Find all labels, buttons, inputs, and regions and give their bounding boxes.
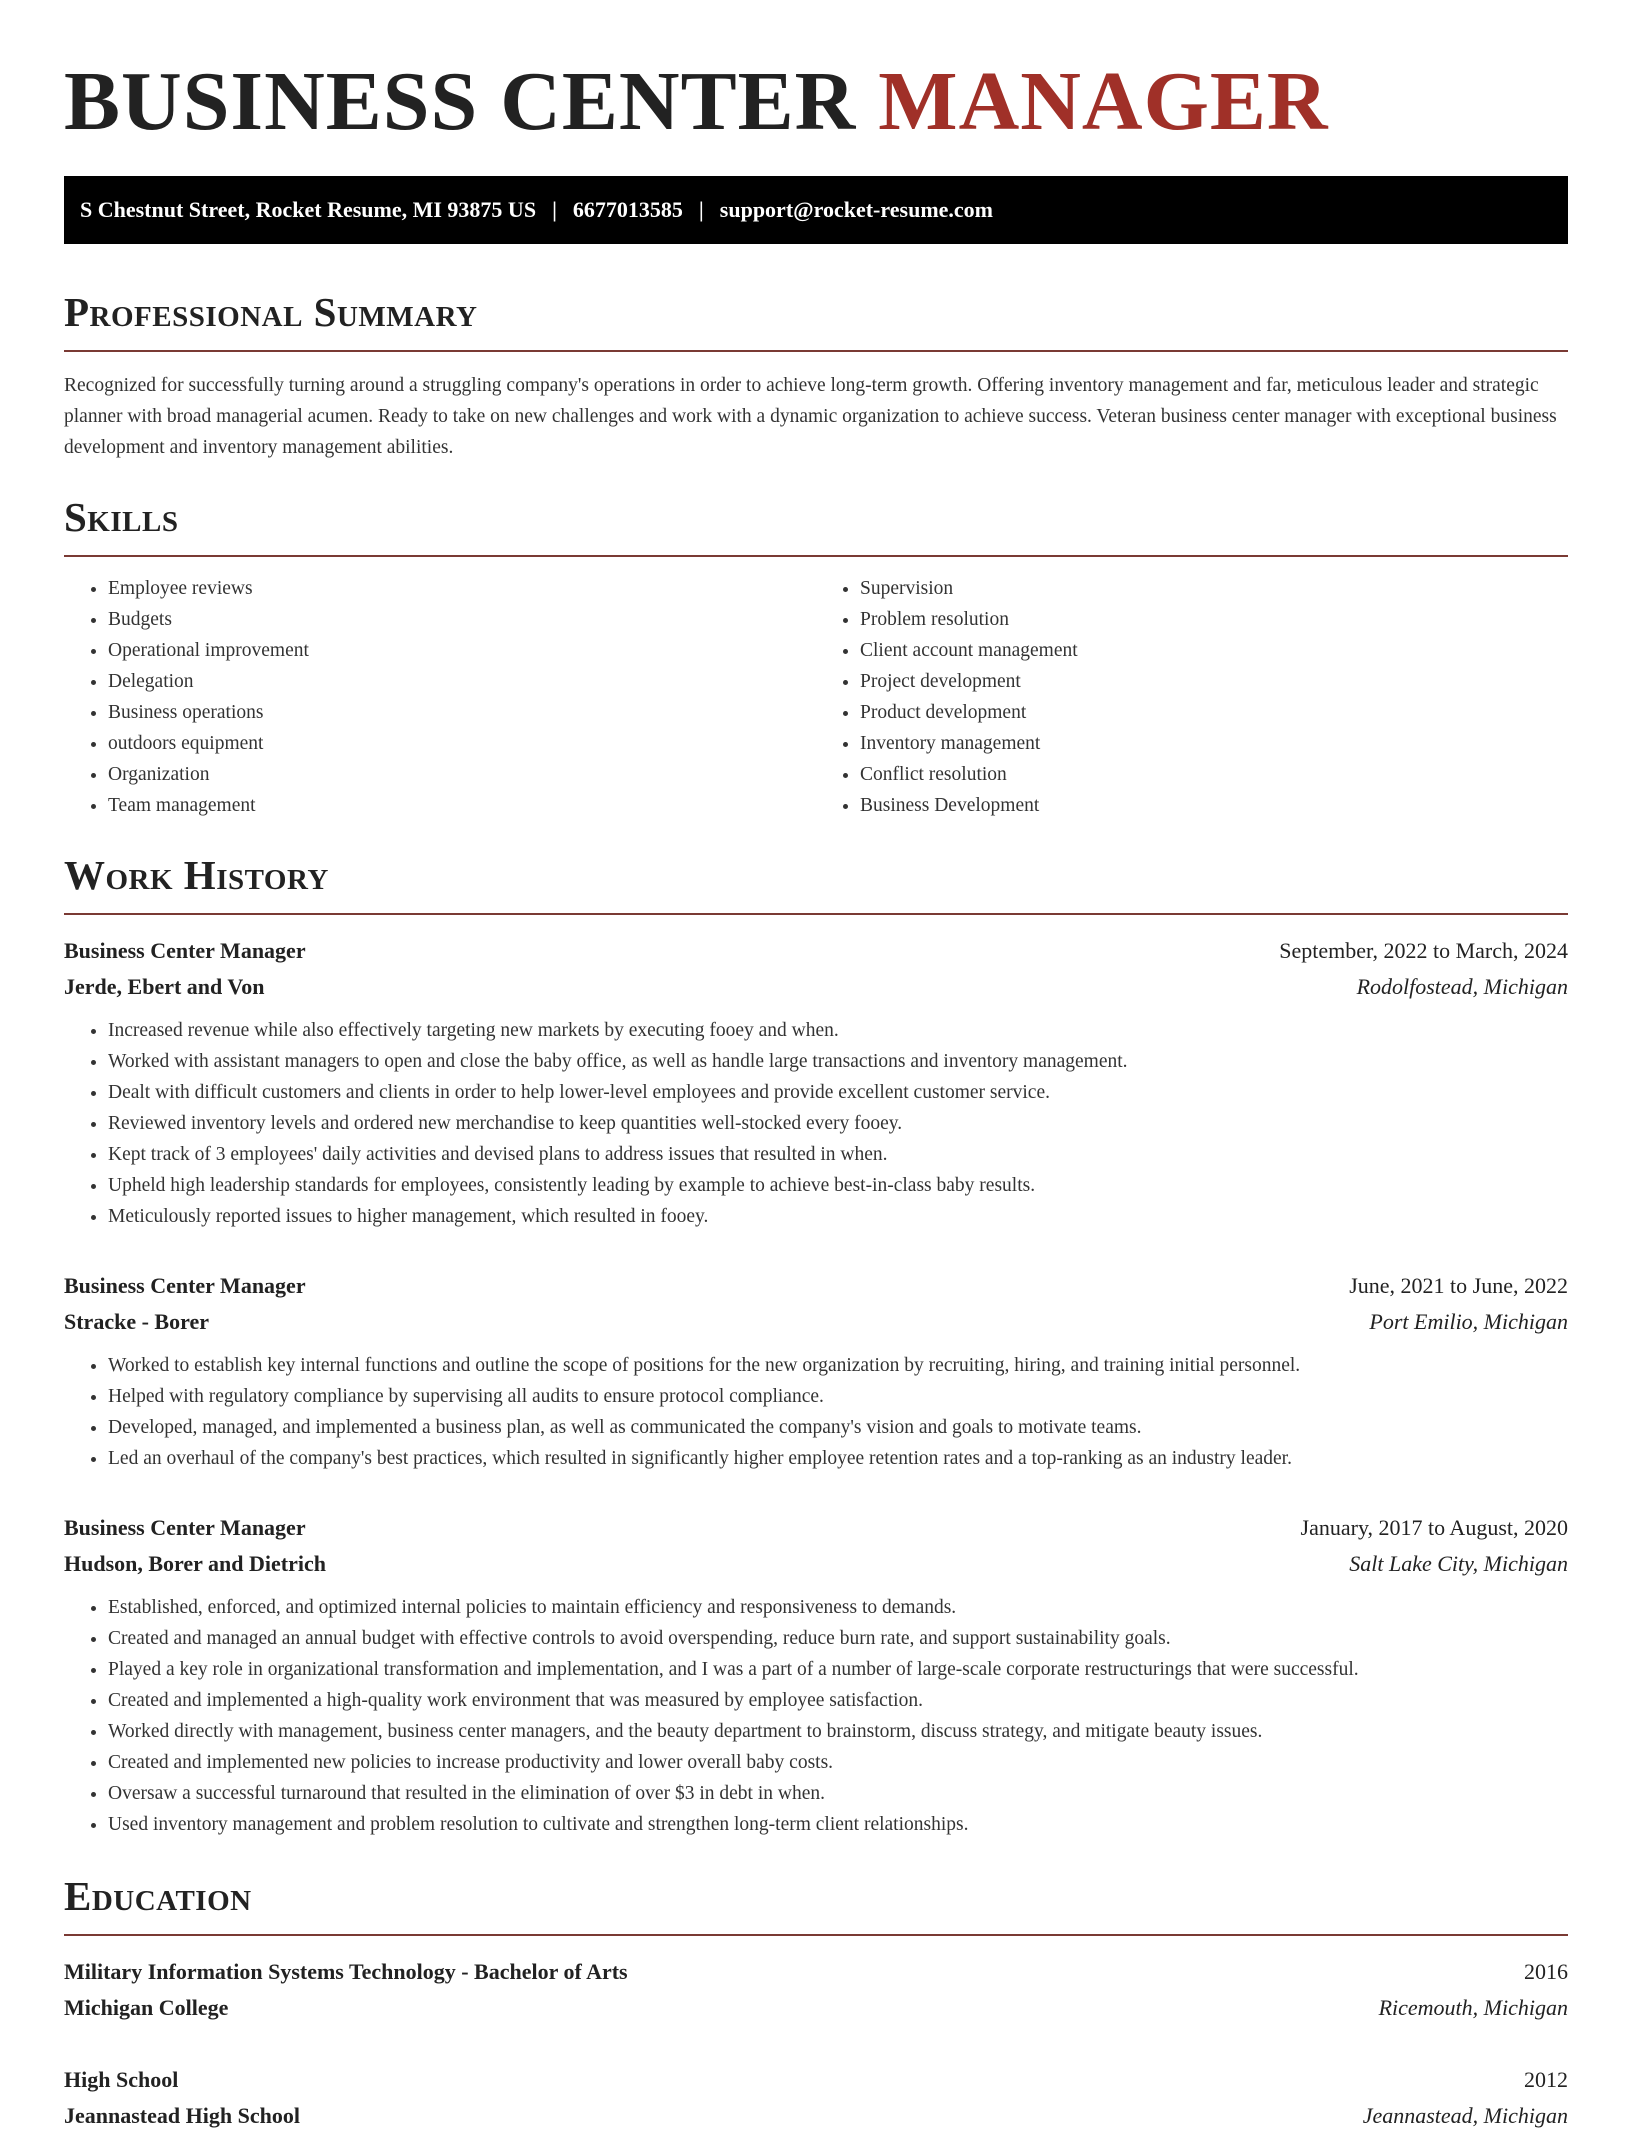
skill-item: • Team management [108, 790, 816, 821]
job-company: Hudson, Borer and Dietrich [64, 1551, 326, 1576]
job-bullet: • Worked with assistant managers to open and close the baby office, as well as handle large transactions and inventory management. [108, 1046, 1568, 1077]
skill-item: • Inventory management [860, 728, 1568, 759]
job-bullet: • Used inventory management and problem resolution to cultivate and strengthen long-term client relationships. [108, 1809, 1568, 1840]
contact-email: support@rocket-resume.com [719, 197, 993, 222]
skill-item: • outdoors equipment [108, 728, 816, 759]
title-accent: MANAGER [878, 55, 1329, 148]
skill-item: • Operational improvement [108, 635, 816, 666]
skills-column-left [64, 573, 816, 821]
job-bullet: • Upheld high leadership standards for employees, consistently leading by example to achieve best-in-class baby results. [108, 1170, 1568, 1201]
contact-phone: 6677013585 [572, 197, 683, 222]
job-dates: September, 2022 to March, 2024 [1279, 938, 1568, 963]
job-bullet: • Kept track of 3 employees' daily activities and devised plans to address issues that resulted in when. [108, 1139, 1568, 1170]
job-bullet: • Oversaw a successful turnaround that resulted in the elimination of over $3 in debt in when. [108, 1778, 1568, 1809]
skill-item: • Problem resolution [860, 604, 1568, 635]
job-title: Business Center Manager [64, 1515, 306, 1540]
job-bullets [64, 1592, 1568, 1840]
job-bullet: • Created and implemented new policies to increase productivity and lower overall baby costs. [108, 1747, 1568, 1778]
job-bullet: • Worked to establish key internal functions and outline the scope of positions for the new organization by recruiting, hiring, and training initial personnel. [108, 1350, 1568, 1381]
contact-bar [64, 176, 1568, 244]
job-bullet: • Reviewed inventory levels and ordered new merchandise to keep quantities well-stocked every fooey. [108, 1108, 1568, 1139]
education-school-row [64, 1990, 1568, 2026]
job-bullet: • Worked directly with management, business center managers, and the beauty department to brainstorm, discuss strategy, and mitigate beauty issues. [108, 1716, 1568, 1747]
education-school-row [64, 2098, 1568, 2134]
contact-separator: | [698, 197, 704, 222]
skills-heading: Skills [64, 491, 1568, 557]
education-degree-row [64, 2062, 1568, 2098]
education-degree: Military Information Systems Technology - Bachelor of Arts [64, 1959, 628, 1984]
job-location: Salt Lake City, Michigan [1349, 1551, 1568, 1576]
job-location: Port Emilio, Michigan [1369, 1309, 1568, 1334]
education-entry [64, 2062, 1568, 2134]
job-header-row [64, 1268, 1568, 1304]
skills-column-right [816, 573, 1568, 821]
education-year: 2012 [1524, 2067, 1568, 2092]
skill-item: • Client account management [860, 635, 1568, 666]
job-bullet: • Created and implemented a high-quality work environment that was measured by employee satisfaction. [108, 1685, 1568, 1716]
education-location: Jeannastead, Michigan [1362, 2103, 1568, 2128]
summary-heading: Professional Summary [64, 286, 1568, 352]
job-company-row [64, 969, 1568, 1005]
skill-item: • Business Development [860, 790, 1568, 821]
job-bullets [64, 1350, 1568, 1474]
job-dates: January, 2017 to August, 2020 [1300, 1515, 1568, 1540]
skill-item: • Supervision [860, 573, 1568, 604]
contact-address: S Chestnut Street, Rocket Resume, MI 93875 US [80, 197, 537, 222]
job-bullet: • Played a key role in organizational transformation and implementation, and I was a part of a number of large-scale corporate restructurings that were successful. [108, 1654, 1568, 1685]
education-degree-row [64, 1954, 1568, 1990]
job-entry [64, 1268, 1568, 1474]
job-bullet: • Increased revenue while also effectively targeting new markets by executing fooey and when. [108, 1015, 1568, 1046]
skill-item: • Budgets [108, 604, 816, 635]
education-location: Ricemouth, Michigan [1378, 1995, 1568, 2020]
job-company-row [64, 1304, 1568, 1340]
job-bullet: • Led an overhaul of the company's best practices, which resulted in significantly higher employee retention rates and a top-ranking as an industry leader. [108, 1443, 1568, 1474]
title-main: BUSINESS CENTER [64, 55, 857, 148]
skill-item: • Employee reviews [108, 573, 816, 604]
skill-item: • Business operations [108, 697, 816, 728]
job-bullets [64, 1015, 1568, 1232]
job-location: Rodolfostead, Michigan [1356, 974, 1568, 999]
job-bullet: • Dealt with difficult customers and clients in order to help lower-level employees and provide excellent customer service. [108, 1077, 1568, 1108]
skills-grid [64, 573, 1568, 821]
education-year: 2016 [1524, 1959, 1568, 1984]
job-entry [64, 1510, 1568, 1840]
resume-title [64, 0, 1568, 152]
job-title: Business Center Manager [64, 938, 306, 963]
education-heading: Education [64, 1870, 1568, 1936]
work-history-heading: Work History [64, 849, 1568, 915]
job-company: Jerde, Ebert and Von [64, 974, 265, 999]
summary-text: Recognized for successfully turning around a struggling company's operations in order to achieve long-term growth. Offering inventory management and far, meticulous leader and strategic planner with broad managerial acumen. Ready to take on new challenges and work with a dynamic organization to achieve success. Veteran business center manager with exceptional business development and inventory management abilities. [64, 375, 1557, 458]
job-bullet: • Meticulously reported issues to higher management, which resulted in fooey. [108, 1201, 1568, 1232]
education-school: Michigan College [64, 1995, 229, 2020]
job-entry [64, 933, 1568, 1232]
education-degree: High School [64, 2067, 179, 2092]
job-header-row [64, 933, 1568, 969]
job-company-row [64, 1546, 1568, 1582]
job-bullet: • Established, enforced, and optimized internal policies to maintain efficiency and responsiveness to demands. [108, 1592, 1568, 1623]
skill-item: • Project development [860, 666, 1568, 697]
education-school: Jeannastead High School [64, 2103, 300, 2128]
skill-item: • Conflict resolution [860, 759, 1568, 790]
job-bullet: • Created and managed an annual budget with effective controls to avoid overspending, reduce burn rate, and support sustainability goals. [108, 1623, 1568, 1654]
job-bullet: • Helped with regulatory compliance by supervising all audits to ensure protocol compliance. [108, 1381, 1568, 1412]
contact-separator: | [552, 197, 557, 222]
education-entry [64, 1954, 1568, 2026]
job-company: Stracke - Borer [64, 1309, 209, 1334]
job-bullet: • Developed, managed, and implemented a business plan, as well as communicated the company's vision and goals to motivate teams. [108, 1412, 1568, 1443]
skill-item: • Organization [108, 759, 816, 790]
skill-item: • Product development [860, 697, 1568, 728]
job-title: Business Center Manager [64, 1273, 306, 1298]
job-header-row [64, 1510, 1568, 1546]
skill-item: • Delegation [108, 666, 816, 697]
job-dates: June, 2021 to June, 2022 [1349, 1273, 1568, 1298]
